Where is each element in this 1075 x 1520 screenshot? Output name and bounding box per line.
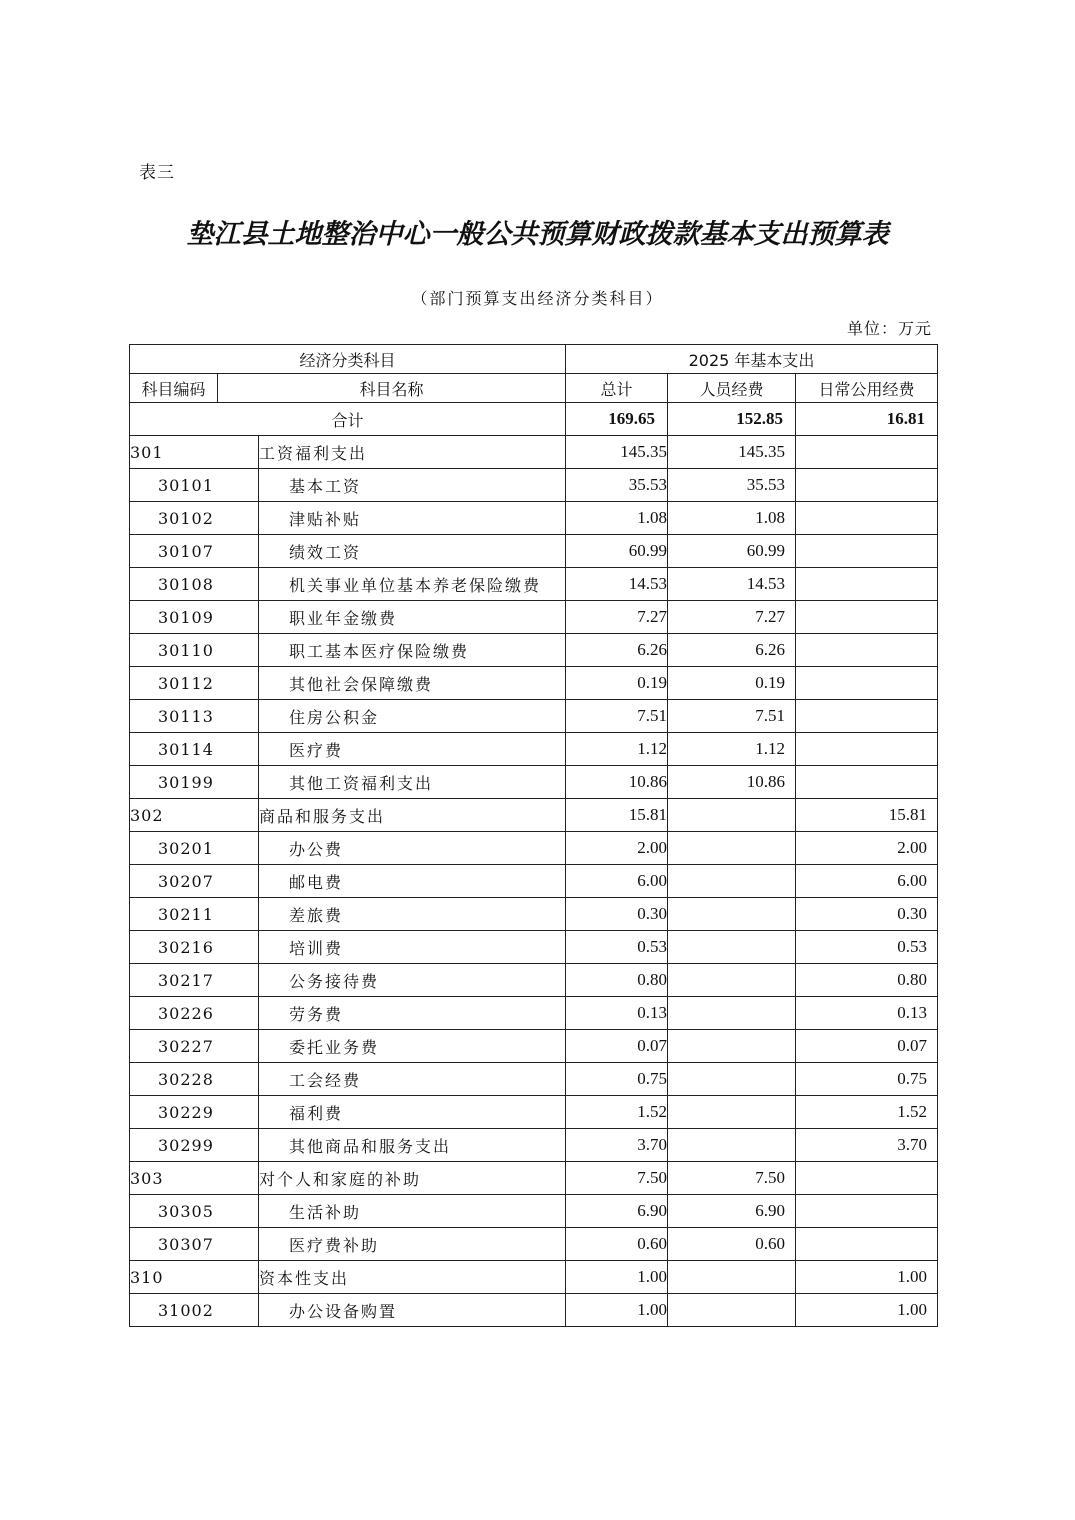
subject-name-cell: 培训费 [259,931,566,964]
subject-code-cell: 310 [130,1261,259,1294]
personnel-cell: 7.27 [668,601,796,634]
subject-name-cell: 职工基本医疗保险缴费 [259,634,566,667]
personnel-cell: 145.35 [668,436,796,469]
public-cell: 1.52 [796,1096,938,1129]
header-total: 总计 [566,374,668,403]
personnel-cell [668,1294,796,1327]
total-cell: 1.08 [566,502,668,535]
public-cell: 3.70 [796,1129,938,1162]
total-cell: 0.53 [566,931,668,964]
personnel-cell: 1.12 [668,733,796,766]
subject-name-cell: 医疗费补助 [259,1228,566,1261]
total-cell: 1.52 [566,1096,668,1129]
public-cell [796,568,938,601]
table-row [130,766,938,799]
personnel-cell [668,997,796,1030]
public-cell: 0.13 [796,997,938,1030]
subject-code-cell: 301 [130,436,259,469]
subject-name-cell: 生活补助 [259,1195,566,1228]
subject-code-cell: 30110 [130,634,259,667]
subject-name-cell: 委托业务费 [259,1030,566,1063]
subject-code-cell: 302 [130,799,259,832]
table-row [130,634,938,667]
subject-code-cell: 30107 [130,535,259,568]
subject-name-cell: 医疗费 [259,733,566,766]
subject-code-cell: 30211 [130,898,259,931]
subject-code-cell: 30109 [130,601,259,634]
personnel-cell [668,1096,796,1129]
personnel-cell [668,799,796,832]
personnel-cell [668,931,796,964]
total-cell: 0.60 [566,1228,668,1261]
subject-code-cell: 30114 [130,733,259,766]
personnel-cell [668,1063,796,1096]
subject-code-cell: 30227 [130,1030,259,1063]
subject-name-cell: 办公费 [259,832,566,865]
subject-code-cell: 30307 [130,1228,259,1261]
personnel-cell: 35.53 [668,469,796,502]
subject-name-cell: 其他工资福利支出 [259,766,566,799]
subject-name-cell: 邮电费 [259,865,566,898]
total-cell: 10.86 [566,766,668,799]
public-cell [796,700,938,733]
total-cell: 6.90 [566,1195,668,1228]
subject-name-cell: 其他社会保障缴费 [259,667,566,700]
total-cell: 0.30 [566,898,668,931]
total-cell: 15.81 [566,799,668,832]
subject-code-cell: 30112 [130,667,259,700]
total-cell: 0.13 [566,997,668,1030]
subject-name-cell: 绩效工资 [259,535,566,568]
document-title: 垫江县土地整治中心一般公共预算财政拨款基本支出预算表 [186,219,889,250]
public-cell: 0.75 [796,1063,938,1096]
table-number-label: 表三 [139,163,175,183]
table-row [130,667,938,700]
subject-name-cell: 公务接待费 [259,964,566,997]
header-subject-code: 科目编码 [130,374,218,403]
subject-name-cell: 基本工资 [259,469,566,502]
public-cell: 1.00 [796,1261,938,1294]
subject-code-cell: 30108 [130,568,259,601]
table-row [130,733,938,766]
subject-name-cell: 对个人和家庭的补助 [259,1162,566,1195]
header-personnel: 人员经费 [668,374,796,403]
public-cell [796,667,938,700]
subject-code-cell: 303 [130,1162,259,1195]
header-public: 日常公用经费 [796,374,938,403]
total-cell: 6.26 [566,634,668,667]
public-cell: 6.00 [796,865,938,898]
total-cell: 7.27 [566,601,668,634]
total-cell: 0.07 [566,1030,668,1063]
total-cell: 7.51 [566,700,668,733]
total-cell: 0.75 [566,1063,668,1096]
subject-name-cell: 工会经费 [259,1063,566,1096]
subject-code-cell: 30226 [130,997,259,1030]
subject-code-cell: 30299 [130,1129,259,1162]
header-economic-category: 经济分类科目 [130,345,566,374]
personnel-cell: 0.19 [668,667,796,700]
subject-code-cell: 30217 [130,964,259,997]
table-row [130,832,938,865]
table-row [130,568,938,601]
table-row [130,1228,938,1261]
public-cell [796,601,938,634]
table-row [130,502,938,535]
public-cell: 1.00 [796,1294,938,1327]
header-subject-name: 科目名称 [218,374,566,403]
total-label: 合计 [130,403,566,436]
table-row [130,1096,938,1129]
unit-label: 单位：万元 [846,319,932,338]
document-subtitle: （部门预算支出经济分类科目） [411,289,664,308]
subject-code-cell: 30207 [130,865,259,898]
table-row [130,997,938,1030]
personnel-cell: 7.51 [668,700,796,733]
personnel-cell [668,865,796,898]
personnel-cell [668,964,796,997]
table-row [130,1063,938,1096]
subject-name-cell: 住房公积金 [259,700,566,733]
public-cell: 0.07 [796,1030,938,1063]
personnel-cell: 10.86 [668,766,796,799]
table-row [130,931,938,964]
public-cell: 15.81 [796,799,938,832]
subject-name-cell: 福利费 [259,1096,566,1129]
public-cell: 0.30 [796,898,938,931]
personnel-cell: 14.53 [668,568,796,601]
personnel-cell: 6.90 [668,1195,796,1228]
subject-name-cell: 差旅费 [259,898,566,931]
total-cell: 3.70 [566,1129,668,1162]
subject-code-cell: 30201 [130,832,259,865]
table-row [130,1030,938,1063]
public-cell [796,1228,938,1261]
subject-name-cell: 资本性支出 [259,1261,566,1294]
table-row [130,1162,938,1195]
public-cell [796,502,938,535]
subject-code-cell: 30113 [130,700,259,733]
table-row [130,799,938,832]
total-cell: 0.19 [566,667,668,700]
total-cell: 1.00 [566,1261,668,1294]
total-cell: 1.00 [566,1294,668,1327]
table-row [130,1294,938,1327]
subject-name-cell: 职业年金缴费 [259,601,566,634]
subject-name-cell: 办公设备购置 [259,1294,566,1327]
subject-code-cell: 31002 [130,1294,259,1327]
subject-name-cell: 其他商品和服务支出 [259,1129,566,1162]
personnel-cell [668,1129,796,1162]
subject-code-cell: 30305 [130,1195,259,1228]
personnel-cell [668,898,796,931]
header-basic-expenditure: 2025 年基本支出 [566,345,938,374]
subject-code-cell: 30216 [130,931,259,964]
personnel-cell: 7.50 [668,1162,796,1195]
table-row [130,1261,938,1294]
total-cell: 1.12 [566,733,668,766]
table-row [130,469,938,502]
personnel-cell: 1.08 [668,502,796,535]
subject-name-cell: 商品和服务支出 [259,799,566,832]
personnel-cell [668,832,796,865]
public-cell [796,1195,938,1228]
table-row [130,1129,938,1162]
subject-name-cell: 津贴补贴 [259,502,566,535]
total-public: 16.81 [796,403,938,436]
public-cell [796,733,938,766]
table-row [130,535,938,568]
table-row [130,1195,938,1228]
budget-table [129,344,938,1327]
public-cell [796,469,938,502]
total-cell: 0.80 [566,964,668,997]
personnel-cell: 0.60 [668,1228,796,1261]
personnel-cell [668,1261,796,1294]
subject-code-cell: 30228 [130,1063,259,1096]
subject-code-cell: 30229 [130,1096,259,1129]
public-cell [796,634,938,667]
personnel-cell [668,1030,796,1063]
subject-name-cell: 工资福利支出 [259,436,566,469]
table-row [130,865,938,898]
subject-code-cell: 30199 [130,766,259,799]
total-cell: 14.53 [566,568,668,601]
subject-code-cell: 30102 [130,502,259,535]
total-cell: 145.35 [566,436,668,469]
total-row [130,403,938,436]
public-cell: 0.53 [796,931,938,964]
subject-name-cell: 机关事业单位基本养老保险缴费 [259,568,566,601]
subject-name-cell: 劳务费 [259,997,566,1030]
table-body [130,403,938,1327]
total-cell: 7.50 [566,1162,668,1195]
public-cell [796,535,938,568]
total-cell: 60.99 [566,535,668,568]
table-row [130,898,938,931]
total-cell: 6.00 [566,865,668,898]
total-sum: 169.65 [566,403,668,436]
public-cell [796,766,938,799]
public-cell: 0.80 [796,964,938,997]
personnel-cell: 6.26 [668,634,796,667]
public-cell [796,436,938,469]
table-row [130,601,938,634]
table-row [130,964,938,997]
total-cell: 2.00 [566,832,668,865]
table-row [130,700,938,733]
public-cell: 2.00 [796,832,938,865]
total-personnel: 152.85 [668,403,796,436]
total-cell: 35.53 [566,469,668,502]
personnel-cell: 60.99 [668,535,796,568]
public-cell [796,1162,938,1195]
table-row [130,436,938,469]
subject-code-cell: 30101 [130,469,259,502]
